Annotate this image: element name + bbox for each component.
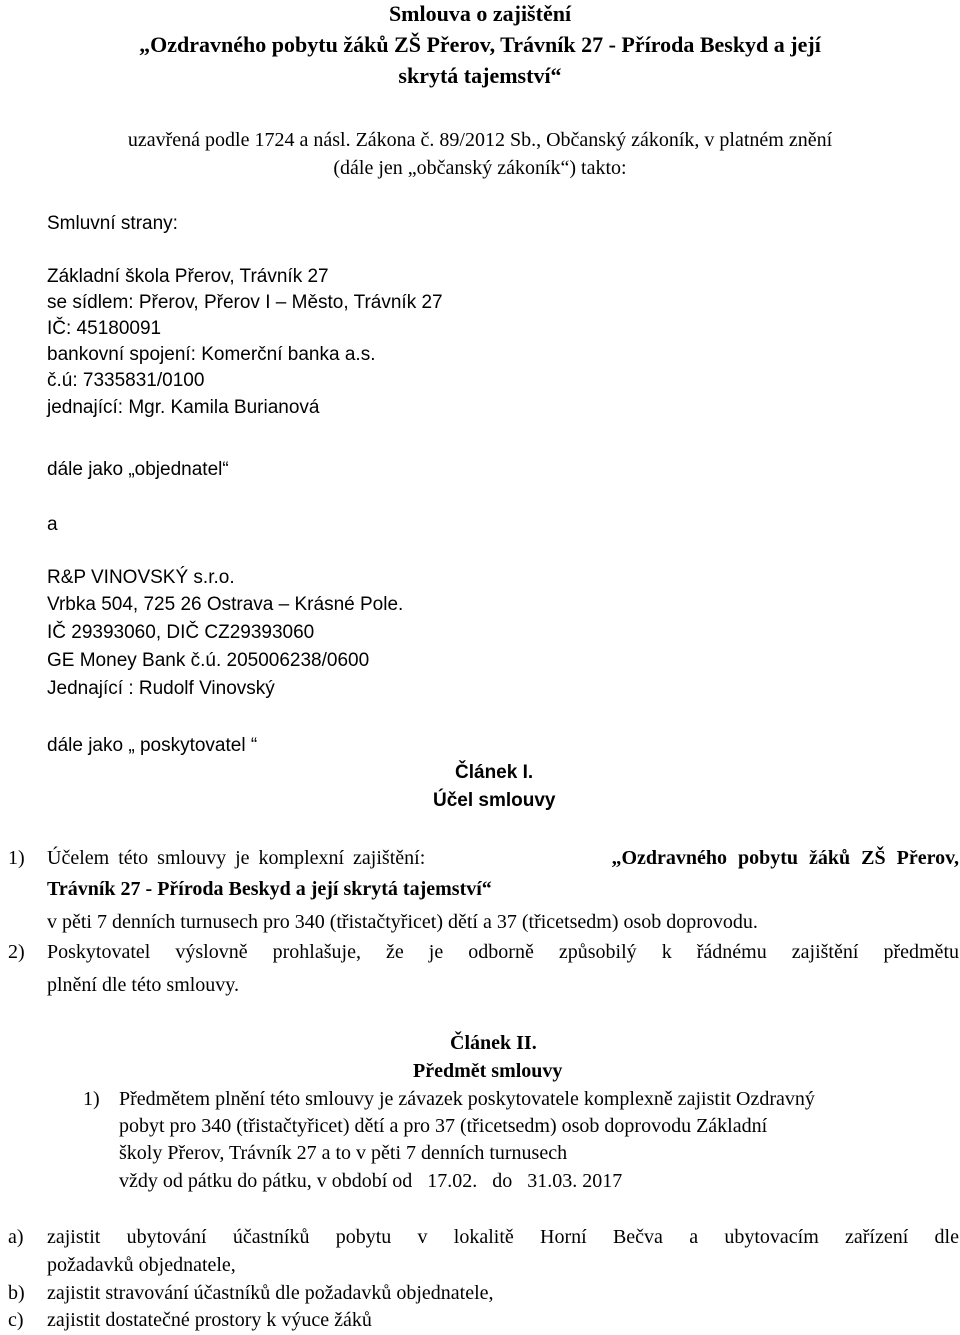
article-2-item-1-line-2: pobyt pro 340 (třistačtyřicet) dětí a pro 37 (třicetsedm) osob doprovodu Základní (119, 1115, 768, 1137)
list-item-c-line-1: zajistit dostatečné prostory k výuce žáků (47, 1309, 372, 1331)
document-title-line-2: „Ozdravného pobytu žáků ZŠ Přerov, Trávník 27 - Příroda Beskyd a její (139, 32, 821, 57)
article-1-item-1-marker: 1) (8, 847, 25, 869)
client-seat: se sídlem: Přerov, Přerov I – Město, Trávník 27 (47, 292, 443, 313)
article-1-number: Článek I. (455, 762, 534, 783)
provider-name: R&P VINOVSKÝ s.r.o. (47, 567, 235, 588)
article-2-heading: Předmět smlouvy (413, 1060, 563, 1082)
list-item-a-marker: a) (8, 1226, 24, 1248)
article-1-item-1-line-1 (47, 845, 959, 871)
article-2-item-1-line-1: Předmětem plnění této smlouvy je závazek poskytovatele komplexně zajistit Ozdravný (119, 1088, 815, 1110)
document-title-line-3: skrytá tajemství“ (398, 63, 562, 88)
provider-acting: Jednající : Rudolf Vinovský (47, 678, 275, 699)
list-item-a-line-2: požadavků objednatele, (47, 1254, 236, 1276)
article-1-item-1-line-3: v pěti 7 denních turnusech pro 340 (třistačtyřicet) dětí a 37 (třicetsedm) osob doprovodu. (47, 911, 758, 933)
client-ic: IČ: 45180091 (47, 318, 162, 339)
list-item-c-marker: c) (8, 1309, 24, 1331)
article-1-item-2-marker: 2) (8, 941, 25, 963)
client-name: Základní škola Přerov, Trávník 27 (47, 266, 329, 287)
parties-and: a (47, 514, 58, 535)
client-role: dále jako „objednatel“ (47, 459, 229, 480)
article-2-item-1-marker: 1) (83, 1088, 100, 1110)
article-1-item-1-lead: Účelem této smlouvy je komplexní zajištění: (47, 847, 426, 869)
article-2-item-1-line-4: vždy od pátku do pátku, v období od 17.02. do 31.03. 2017 (119, 1170, 623, 1192)
article-1-item-2-line-1: Poskytovatel výslovně prohlašuje, že je odborně způsobilý k řádnému zajištění předmětu (47, 941, 959, 963)
article-2-item-1-line-3: školy Přerov, Trávník 27 a to v pěti 7 denních turnusech (119, 1142, 568, 1164)
client-account: č.ú: 7335831/0100 (47, 370, 205, 391)
provider-ids: IČ 29393060, DIČ CZ29393060 (47, 622, 315, 643)
intro-line-2: (dále jen „občanský zákoník“) takto: (333, 157, 627, 179)
article-1-item-2-line-2: plnění dle této smlouvy. (47, 974, 240, 996)
list-item-a-line-1: zajistit ubytování účastníků pobytu v lokalitě Horní Bečva a ubytovacím zařízení dle (47, 1226, 959, 1248)
list-item-b-line-1: zajistit stravování účastníků dle požadavků objednatele, (47, 1282, 494, 1304)
article-1-item-1-bold: „Ozdravného pobytu žáků ZŠ Přerov, (611, 847, 959, 869)
client-acting: jednající: Mgr. Kamila Burianová (47, 397, 320, 418)
parties-heading: Smluvní strany: (47, 213, 178, 234)
intro-line-1: uzavřená podle 1724 a násl. Zákona č. 89/2012 Sb., Občanský zákoník, v platném znění (127, 129, 833, 151)
article-1-heading: Účel smlouvy (433, 790, 556, 811)
provider-bank: GE Money Bank č.ú. 205006238/0600 (47, 650, 370, 671)
provider-address: Vrbka 504, 725 26 Ostrava – Krásné Pole. (47, 594, 404, 615)
article-2-number: Článek II. (450, 1032, 537, 1054)
document-title-line-1: Smlouva o zajištění (388, 1, 572, 26)
client-bank: bankovní spojení: Komerční banka a.s. (47, 344, 376, 365)
list-item-b-marker: b) (8, 1282, 25, 1304)
article-1-item-1-line-2: Trávník 27 - Příroda Beskyd a její skrytá tajemství“ (47, 878, 492, 900)
provider-role: dále jako „ poskytovatel “ (47, 735, 258, 756)
